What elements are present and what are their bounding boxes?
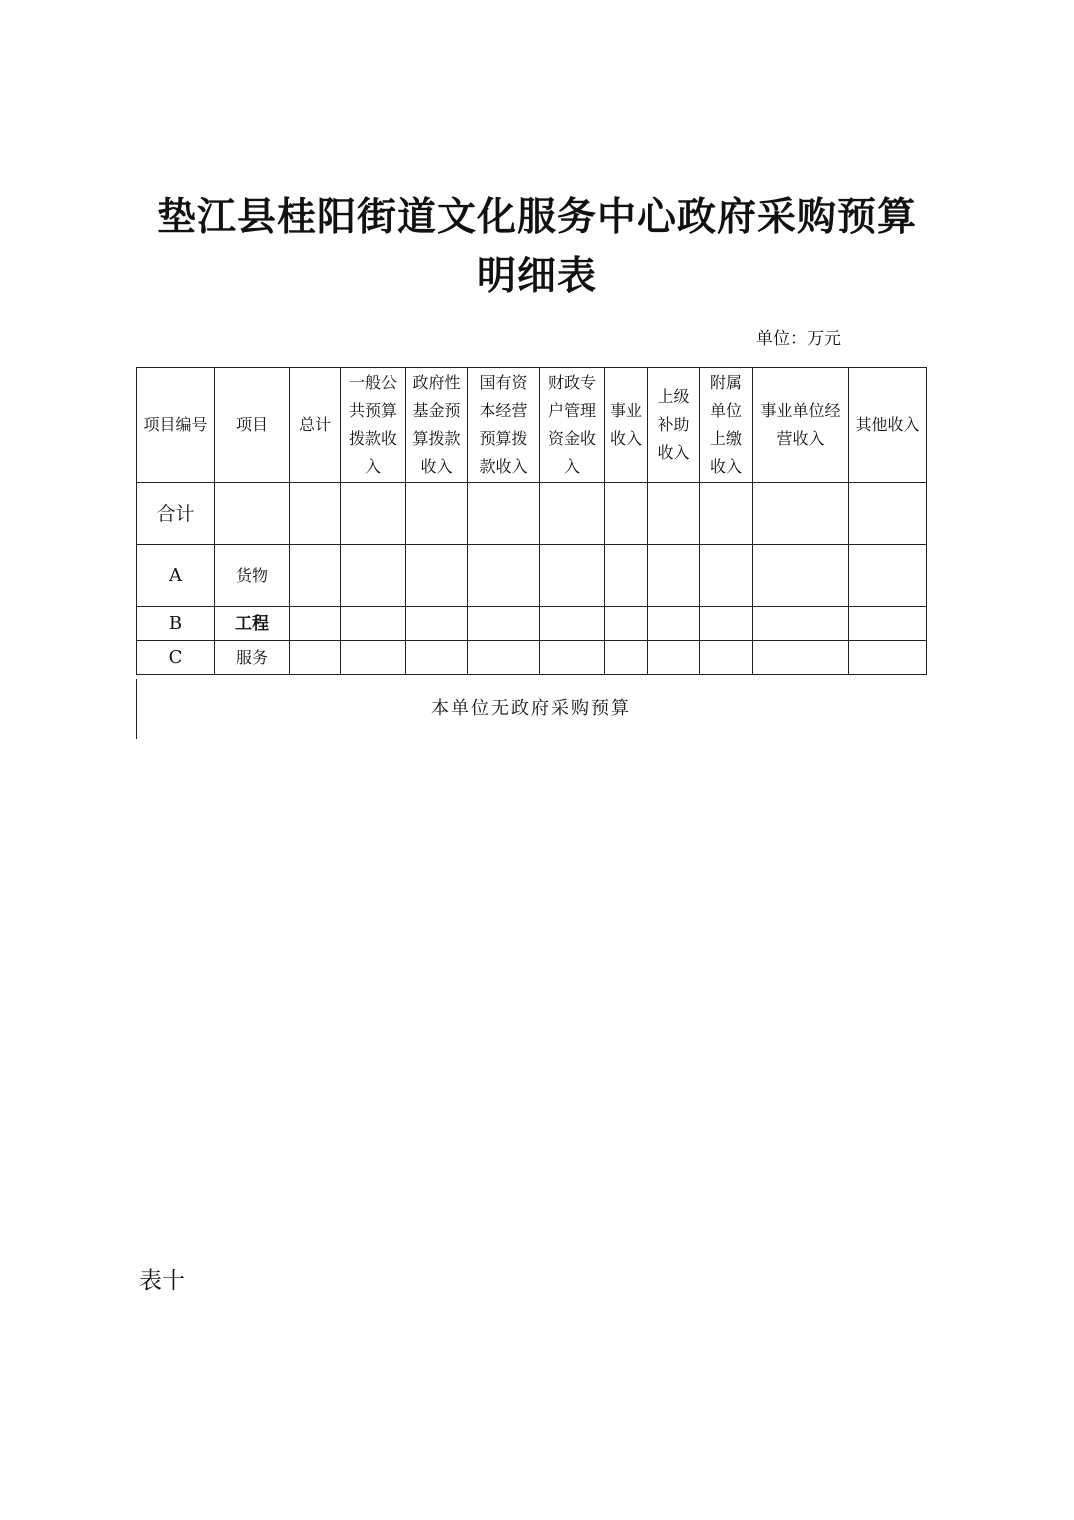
header-item: 项目	[215, 368, 290, 483]
cell	[753, 607, 849, 641]
cell	[341, 641, 406, 675]
header-business-income: 事业收入	[605, 368, 648, 483]
no-procurement-note: 本单位无政府采购预算	[431, 698, 631, 719]
cell-c-item: 服务	[215, 641, 290, 675]
page-title-line-1: 垫江县桂阳街道文化服务中心政府采购预算	[156, 195, 917, 240]
cell	[540, 545, 605, 607]
table-row-b	[137, 607, 927, 641]
header-other-income: 其他收入	[849, 368, 927, 483]
cell	[605, 483, 648, 545]
table-row-a	[137, 545, 927, 607]
cell	[341, 545, 406, 607]
cell	[290, 641, 341, 675]
cell	[753, 545, 849, 607]
header-gov-fund: 政府性基金预算拨款收入	[406, 368, 468, 483]
unit-label: 单位：万元	[756, 329, 841, 349]
cell-total-item	[215, 483, 290, 545]
cell	[290, 483, 341, 545]
cell	[700, 545, 753, 607]
cell	[290, 607, 341, 641]
cell	[468, 607, 540, 641]
cell	[406, 607, 468, 641]
header-row	[137, 368, 927, 483]
cell	[849, 607, 927, 641]
cell	[341, 483, 406, 545]
cell-b-item: 工程	[215, 607, 290, 641]
cell-b-code: B	[137, 607, 215, 641]
cell	[648, 545, 700, 607]
cell	[648, 607, 700, 641]
cell	[540, 641, 605, 675]
cell	[406, 483, 468, 545]
cell	[849, 483, 927, 545]
cell	[605, 545, 648, 607]
header-special-account: 财政专户管理资金收入	[540, 368, 605, 483]
header-code: 项目编号	[137, 368, 215, 483]
cell-a-code: A	[137, 545, 215, 607]
cell	[406, 545, 468, 607]
cell	[605, 607, 648, 641]
procurement-budget-table	[136, 367, 927, 675]
cell	[406, 641, 468, 675]
table-row-c	[137, 641, 927, 675]
cell	[648, 483, 700, 545]
cell-c-code: C	[137, 641, 215, 675]
cell	[648, 641, 700, 675]
cell	[468, 641, 540, 675]
cell	[700, 607, 753, 641]
cell	[341, 607, 406, 641]
cell	[700, 641, 753, 675]
header-state-capital: 国有资本经营预算拨款收入	[468, 368, 540, 483]
header-general-budget: 一般公共预算拨款收入	[341, 368, 406, 483]
cell	[468, 545, 540, 607]
header-total: 总计	[290, 368, 341, 483]
cell	[540, 607, 605, 641]
cell-total-code: 合计	[137, 483, 215, 545]
header-superior-subsidy: 上级补助收入	[648, 368, 700, 483]
cell	[753, 641, 849, 675]
header-operating-income: 事业单位经营收入	[753, 368, 849, 483]
cell	[468, 483, 540, 545]
header-affiliated-income: 附属单位上缴收入	[700, 368, 753, 483]
cell	[605, 641, 648, 675]
cell	[540, 483, 605, 545]
page-title-line-2: 明细表	[476, 254, 597, 299]
cell	[849, 641, 927, 675]
cell	[700, 483, 753, 545]
table-row-total	[137, 483, 927, 545]
cell-a-item: 货物	[215, 545, 290, 607]
cell	[849, 545, 927, 607]
cell	[753, 483, 849, 545]
cell	[290, 545, 341, 607]
table-number-label: 表十	[139, 1268, 185, 1294]
